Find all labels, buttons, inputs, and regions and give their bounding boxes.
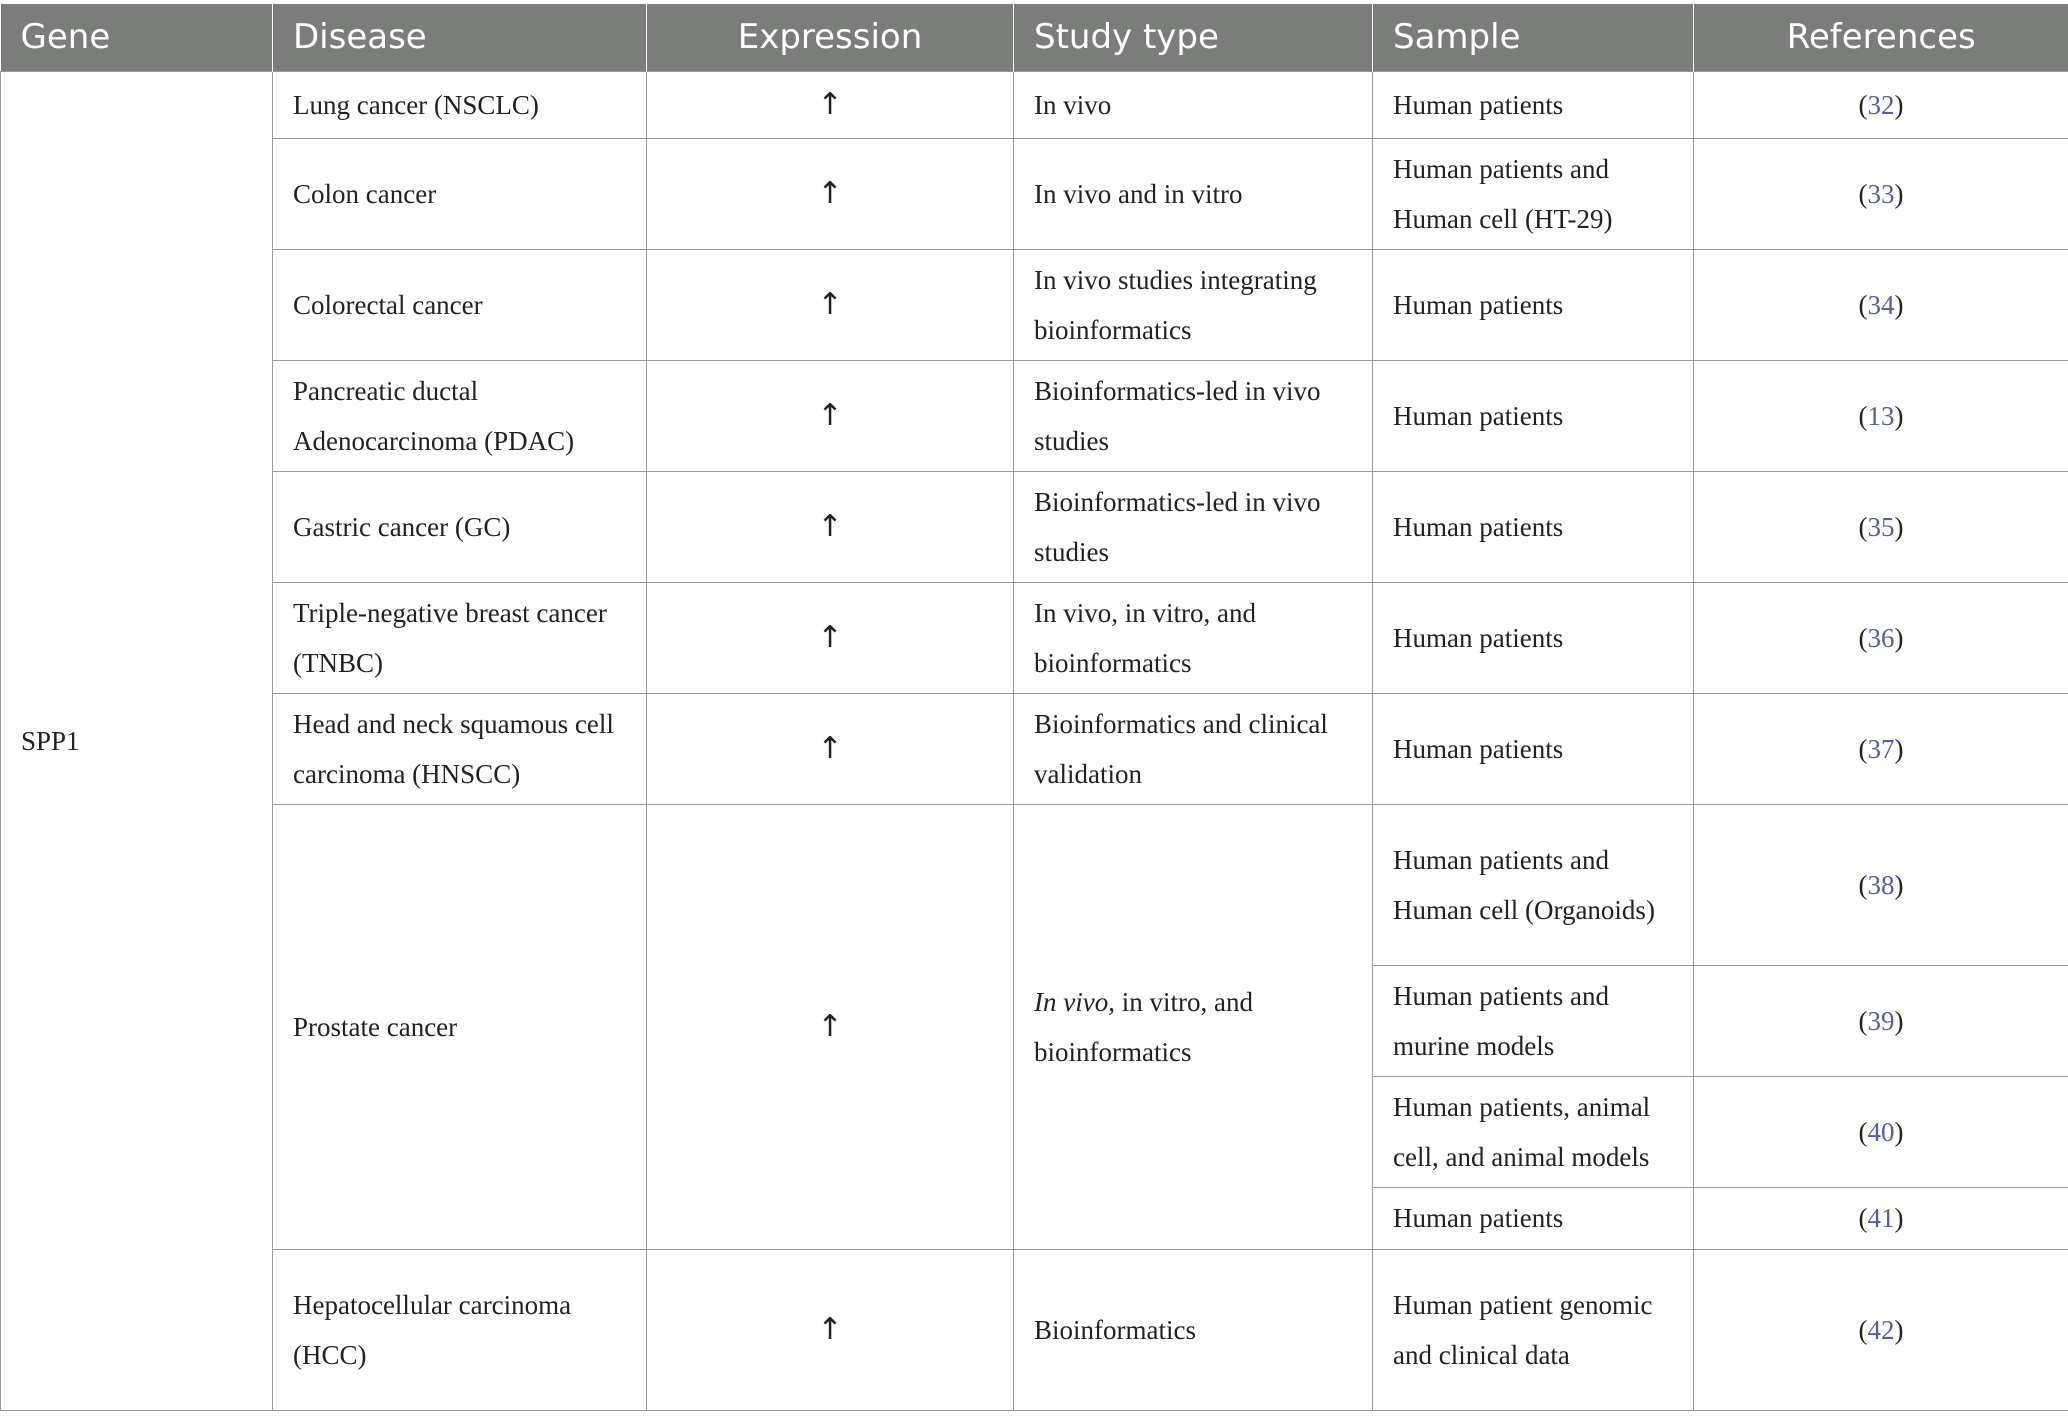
study-type-cell: Bioinformatics-led in vivo studies <box>1014 471 1373 582</box>
study-type-cell: In vivo studies integrating bioinformatics <box>1014 249 1373 360</box>
expression-cell <box>647 71 1014 138</box>
reference-cell: (13) <box>1694 360 2068 471</box>
up-arrow-icon: ↑ <box>817 730 843 766</box>
sample-cell: Human patients <box>1373 71 1694 138</box>
expression-cell <box>647 360 1014 471</box>
reference-link[interactable]: 39 <box>1867 1005 1895 1036</box>
sample-cell: Human patients and Human cell (Organoids) <box>1373 804 1694 965</box>
disease-cell: Hepatocellular carcinoma (HCC) <box>273 1249 647 1410</box>
disease-cell: Colon cancer <box>273 138 647 249</box>
expression-cell <box>647 693 1014 804</box>
table-row <box>1 582 2068 693</box>
reference-cell: (38) <box>1694 804 2068 965</box>
table-row <box>1 693 2068 804</box>
sample-cell: Human patients and murine models <box>1373 965 1694 1076</box>
expression-cell <box>647 249 1014 360</box>
gene-expression-table <box>0 4 2068 1411</box>
disease-cell: Gastric cancer (GC) <box>273 471 647 582</box>
study-type-italic: In vivo <box>1034 986 1109 1017</box>
disease-cell: Pancreatic ductal Adenocarcinoma (PDAC) <box>273 360 647 471</box>
reference-cell: (40) <box>1694 1076 2068 1187</box>
table-row <box>1 804 2068 965</box>
reference-cell: (36) <box>1694 582 2068 693</box>
reference-cell: (35) <box>1694 471 2068 582</box>
disease-cell: Lung cancer (NSCLC) <box>273 71 647 138</box>
table-row <box>1 71 2068 138</box>
up-arrow-icon: ↑ <box>817 1008 843 1044</box>
table-row <box>1 1249 2068 1410</box>
table-row <box>1 249 2068 360</box>
sample-cell: Human patient genomic and clinical data <box>1373 1249 1694 1410</box>
header-disease: Disease <box>273 4 647 71</box>
sample-cell: Human patients <box>1373 693 1694 804</box>
reference-link[interactable]: 32 <box>1867 89 1895 120</box>
expression-cell <box>647 1249 1014 1410</box>
study-type-cell: Bioinformatics and clinical validation <box>1014 693 1373 804</box>
up-arrow-icon: ↑ <box>817 286 843 322</box>
study-type-cell: Bioinformatics-led in vivo studies <box>1014 360 1373 471</box>
up-arrow-icon: ↑ <box>817 619 843 655</box>
expression-cell <box>647 804 1014 1249</box>
header-references: References <box>1694 4 2068 71</box>
header-sample: Sample <box>1373 4 1694 71</box>
expression-cell <box>647 138 1014 249</box>
expression-cell <box>647 471 1014 582</box>
reference-cell: (42) <box>1694 1249 2068 1410</box>
reference-link[interactable]: 41 <box>1867 1203 1895 1233</box>
up-arrow-icon: ↑ <box>817 1311 843 1347</box>
up-arrow-icon: ↑ <box>817 397 843 433</box>
reference-link[interactable]: 36 <box>1867 622 1895 653</box>
up-arrow-icon: ↑ <box>817 175 843 211</box>
study-type-cell: In vivo <box>1014 71 1373 138</box>
reference-link[interactable]: 13 <box>1867 400 1895 431</box>
header-study-type: Study type <box>1014 4 1373 71</box>
reference-link[interactable]: 34 <box>1867 289 1895 320</box>
study-type-cell: In vivo and in vitro <box>1014 138 1373 249</box>
reference-cell: (34) <box>1694 249 2068 360</box>
disease-cell: Prostate cancer <box>273 804 647 1249</box>
disease-cell: Triple-negative breast cancer (TNBC) <box>273 582 647 693</box>
study-type-cell: Bioinformatics <box>1014 1249 1373 1410</box>
up-arrow-icon: ↑ <box>817 86 843 122</box>
disease-cell: Head and neck squamous cell carcinoma (HNSCC) <box>273 693 647 804</box>
reference-cell: (41) <box>1694 1187 2068 1249</box>
reference-cell: (33) <box>1694 138 2068 249</box>
table-body <box>1 71 2068 1410</box>
expression-cell <box>647 582 1014 693</box>
table-row <box>1 138 2068 249</box>
sample-cell: Human patients, animal cell, and animal models <box>1373 1076 1694 1187</box>
reference-link[interactable]: 38 <box>1867 869 1895 900</box>
sample-cell: Human patients <box>1373 471 1694 582</box>
sample-cell: Human patients <box>1373 249 1694 360</box>
reference-link[interactable]: 40 <box>1867 1116 1895 1147</box>
table-header <box>1 4 2068 71</box>
reference-link[interactable]: 33 <box>1867 178 1895 209</box>
reference-cell: (39) <box>1694 965 2068 1076</box>
reference-link[interactable]: 35 <box>1867 511 1895 542</box>
reference-cell: (32) <box>1694 71 2068 138</box>
sample-cell: Human patients <box>1373 360 1694 471</box>
study-type-rest: , in vitro, and bioinformatics <box>1034 986 1253 1067</box>
up-arrow-icon: ↑ <box>817 508 843 544</box>
sample-cell: Human patients <box>1373 1187 1694 1249</box>
gene-cell: SPP1 <box>1 71 273 1410</box>
header-expression: Expression <box>647 4 1014 71</box>
sample-cell: Human patients <box>1373 582 1694 693</box>
study-type-cell <box>1014 804 1373 1249</box>
study-type-cell: In vivo, in vitro, and bioinformatics <box>1014 582 1373 693</box>
reference-cell: (37) <box>1694 693 2068 804</box>
disease-cell: Colorectal cancer <box>273 249 647 360</box>
table-row <box>1 471 2068 582</box>
sample-cell: Human patients and Human cell (HT-29) <box>1373 138 1694 249</box>
table-row <box>1 360 2068 471</box>
reference-link[interactable]: 42 <box>1867 1314 1895 1345</box>
header-gene: Gene <box>1 4 273 71</box>
reference-link[interactable]: 37 <box>1867 733 1895 764</box>
